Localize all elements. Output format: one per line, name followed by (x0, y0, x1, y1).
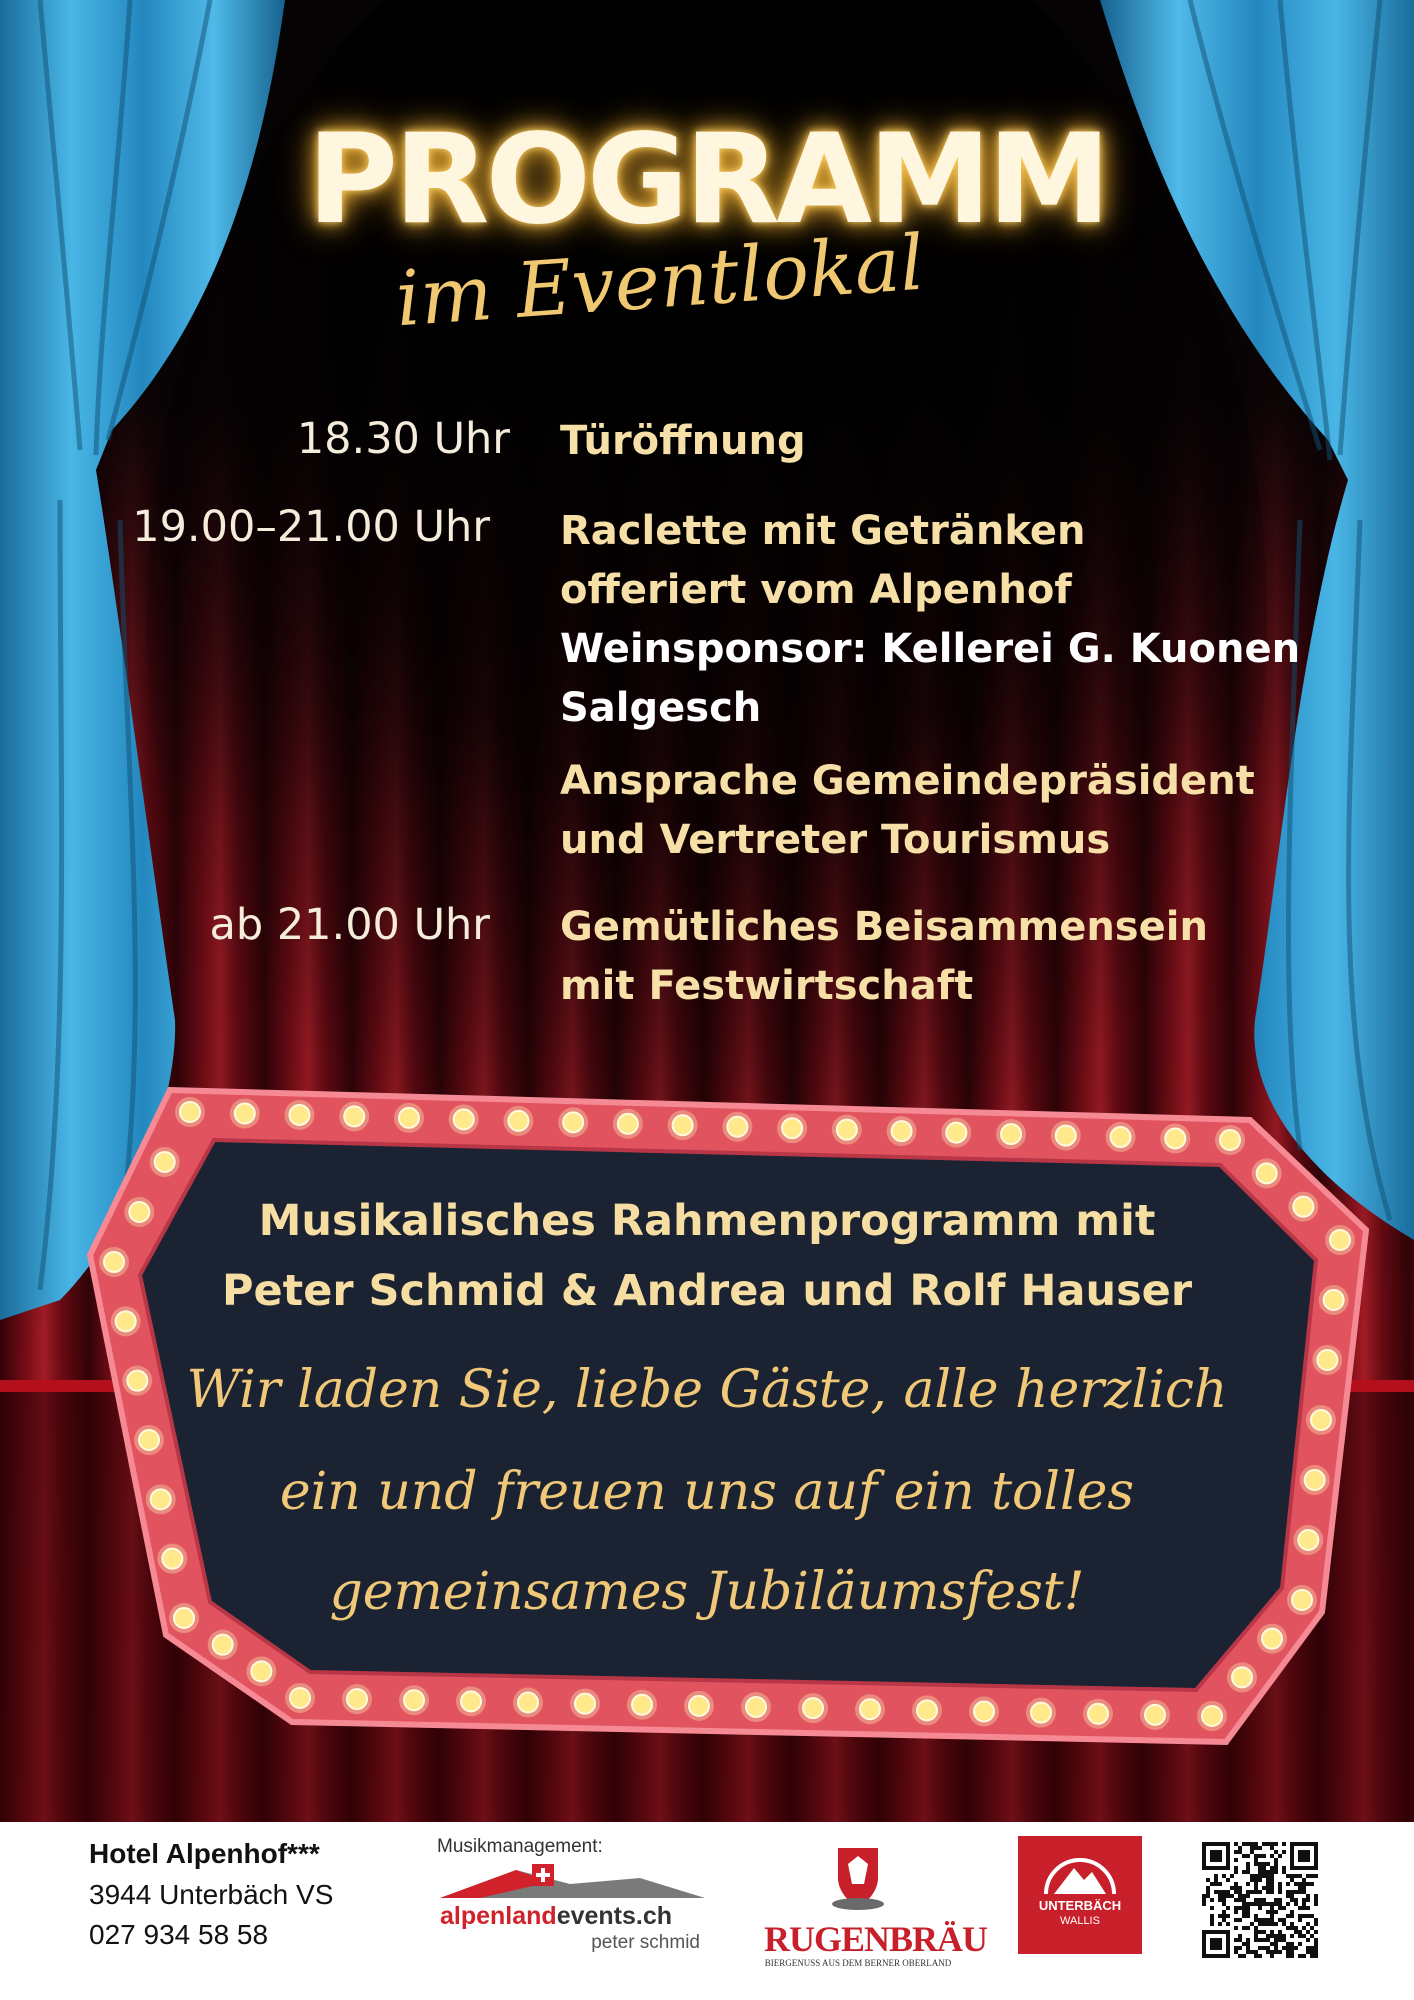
light-bulb (344, 1106, 364, 1126)
unterbaech-sub: WALLIS (1060, 1915, 1100, 1927)
unterbaech-name: UNTERBÄCH (1038, 1898, 1122, 1913)
music-program-line: Musikalisches Rahmenprogramm mit (258, 1196, 1156, 1246)
light-bulb (1145, 1705, 1165, 1725)
alpenlandevents-sub: peter schmid (591, 1932, 700, 1953)
invitation-line: Wir laden Sie, liebe Gäste, alle herzlich (186, 1360, 1228, 1420)
light-bulb (974, 1702, 994, 1722)
rugenbrau-tagline: BIERGENUSS AUS DEM BERNER OBERLAND (764, 1958, 952, 1968)
logo-text-part: alpenland (440, 1902, 557, 1930)
light-bulb (837, 1120, 857, 1140)
light-bulb (213, 1635, 233, 1655)
invitation-line: gemeinsames Jubiläumsfest! (329, 1562, 1085, 1622)
light-bulb (563, 1112, 583, 1132)
light-bulb (1220, 1130, 1240, 1150)
activity-line: Salgesch (560, 685, 762, 731)
light-bulb (727, 1117, 747, 1137)
activity-line: Ansprache Gemeindepräsident (560, 758, 1255, 804)
light-bulb (251, 1661, 271, 1681)
light-bulb (1031, 1703, 1051, 1723)
schedule-time: 19.00–21.00 Uhr (132, 502, 490, 552)
light-bulb (399, 1108, 419, 1128)
light-bulb (860, 1699, 880, 1719)
activity-line: mit Festwirtschaft (560, 963, 974, 1009)
light-bulb (892, 1121, 912, 1141)
page-subtitle: im Eventlokal (392, 217, 928, 344)
light-bulb (1088, 1704, 1108, 1724)
light-bulb (1262, 1629, 1282, 1649)
schedule-activity (560, 752, 1340, 870)
unterbaech-logo (1018, 1836, 1142, 1954)
schedule-time: ab 21.00 Uhr (209, 900, 490, 950)
light-bulb (618, 1114, 638, 1134)
page-title: PROGRAMM (307, 108, 1107, 252)
music-program-artists: Peter Schmid & Andrea und Rolf Hauser (221, 1266, 1193, 1316)
light-bulb (1056, 1126, 1076, 1146)
schedule-activity (560, 412, 1340, 471)
light-bulb (1165, 1129, 1185, 1149)
light-bulb (673, 1115, 693, 1135)
light-bulb (917, 1700, 937, 1720)
light-bulb (289, 1105, 309, 1125)
light-bulb (689, 1696, 709, 1716)
activity-line: Türöffnung (560, 418, 806, 464)
light-bulb (575, 1694, 595, 1714)
light-bulb (404, 1690, 424, 1710)
sponsor-footer (0, 1822, 1414, 2000)
light-bulb (803, 1698, 823, 1718)
music-management-label: Musikmanagement: (437, 1836, 603, 1857)
light-bulb (347, 1689, 367, 1709)
activity-line: Weinsponsor: Kellerei G. Kuonen (560, 626, 1301, 672)
light-bulb (746, 1697, 766, 1717)
schedule-time: 18.30 Uhr (296, 414, 510, 464)
light-bulb (782, 1118, 802, 1138)
activity-line: Raclette mit Getränken (560, 508, 1086, 554)
light-bulb (290, 1688, 310, 1708)
light-bulb (1298, 1530, 1318, 1550)
hotel-address: 3944 Unterbäch VS (89, 1879, 334, 1910)
light-bulb (180, 1102, 200, 1122)
light-bulb (1202, 1706, 1222, 1726)
hotel-phone: 027 934 58 58 (89, 1919, 269, 1950)
activity-line: Gemütliches Beisammensein (560, 904, 1208, 950)
logo-text-part: events.ch (556, 1902, 673, 1930)
alpenland-roof-logo (440, 1864, 705, 1900)
qr-code-icon[interactable] (1202, 1842, 1318, 1958)
light-bulb (632, 1695, 652, 1715)
hotel-name: Hotel Alpenhof*** (89, 1838, 320, 1869)
mountain-icon (1040, 1850, 1120, 1896)
light-bulb (1232, 1667, 1252, 1687)
light-bulb (139, 1430, 159, 1450)
light-bulb (155, 1152, 175, 1172)
activity-line: und Vertreter Tourismus (560, 817, 1111, 863)
light-bulb (508, 1111, 528, 1131)
light-bulb (1257, 1163, 1277, 1183)
light-bulb (1001, 1124, 1021, 1144)
rugenbrau-logo: RUGENBRÄU (764, 1919, 988, 1959)
activity-line: offeriert vom Alpenhof (560, 567, 1072, 613)
rugenbrau-crest-icon (828, 1844, 888, 1914)
invitation-line: ein und freuen uns auf ein tolles (279, 1462, 1135, 1522)
light-bulb (235, 1103, 255, 1123)
schedule-activity (560, 898, 1340, 1016)
schedule-activity (560, 502, 1340, 738)
light-bulb (461, 1691, 481, 1711)
light-bulb (454, 1109, 474, 1129)
light-bulb (946, 1123, 966, 1143)
alpenlandevents-logo (440, 1902, 672, 1931)
light-bulb (518, 1693, 538, 1713)
light-bulb (1111, 1127, 1131, 1147)
